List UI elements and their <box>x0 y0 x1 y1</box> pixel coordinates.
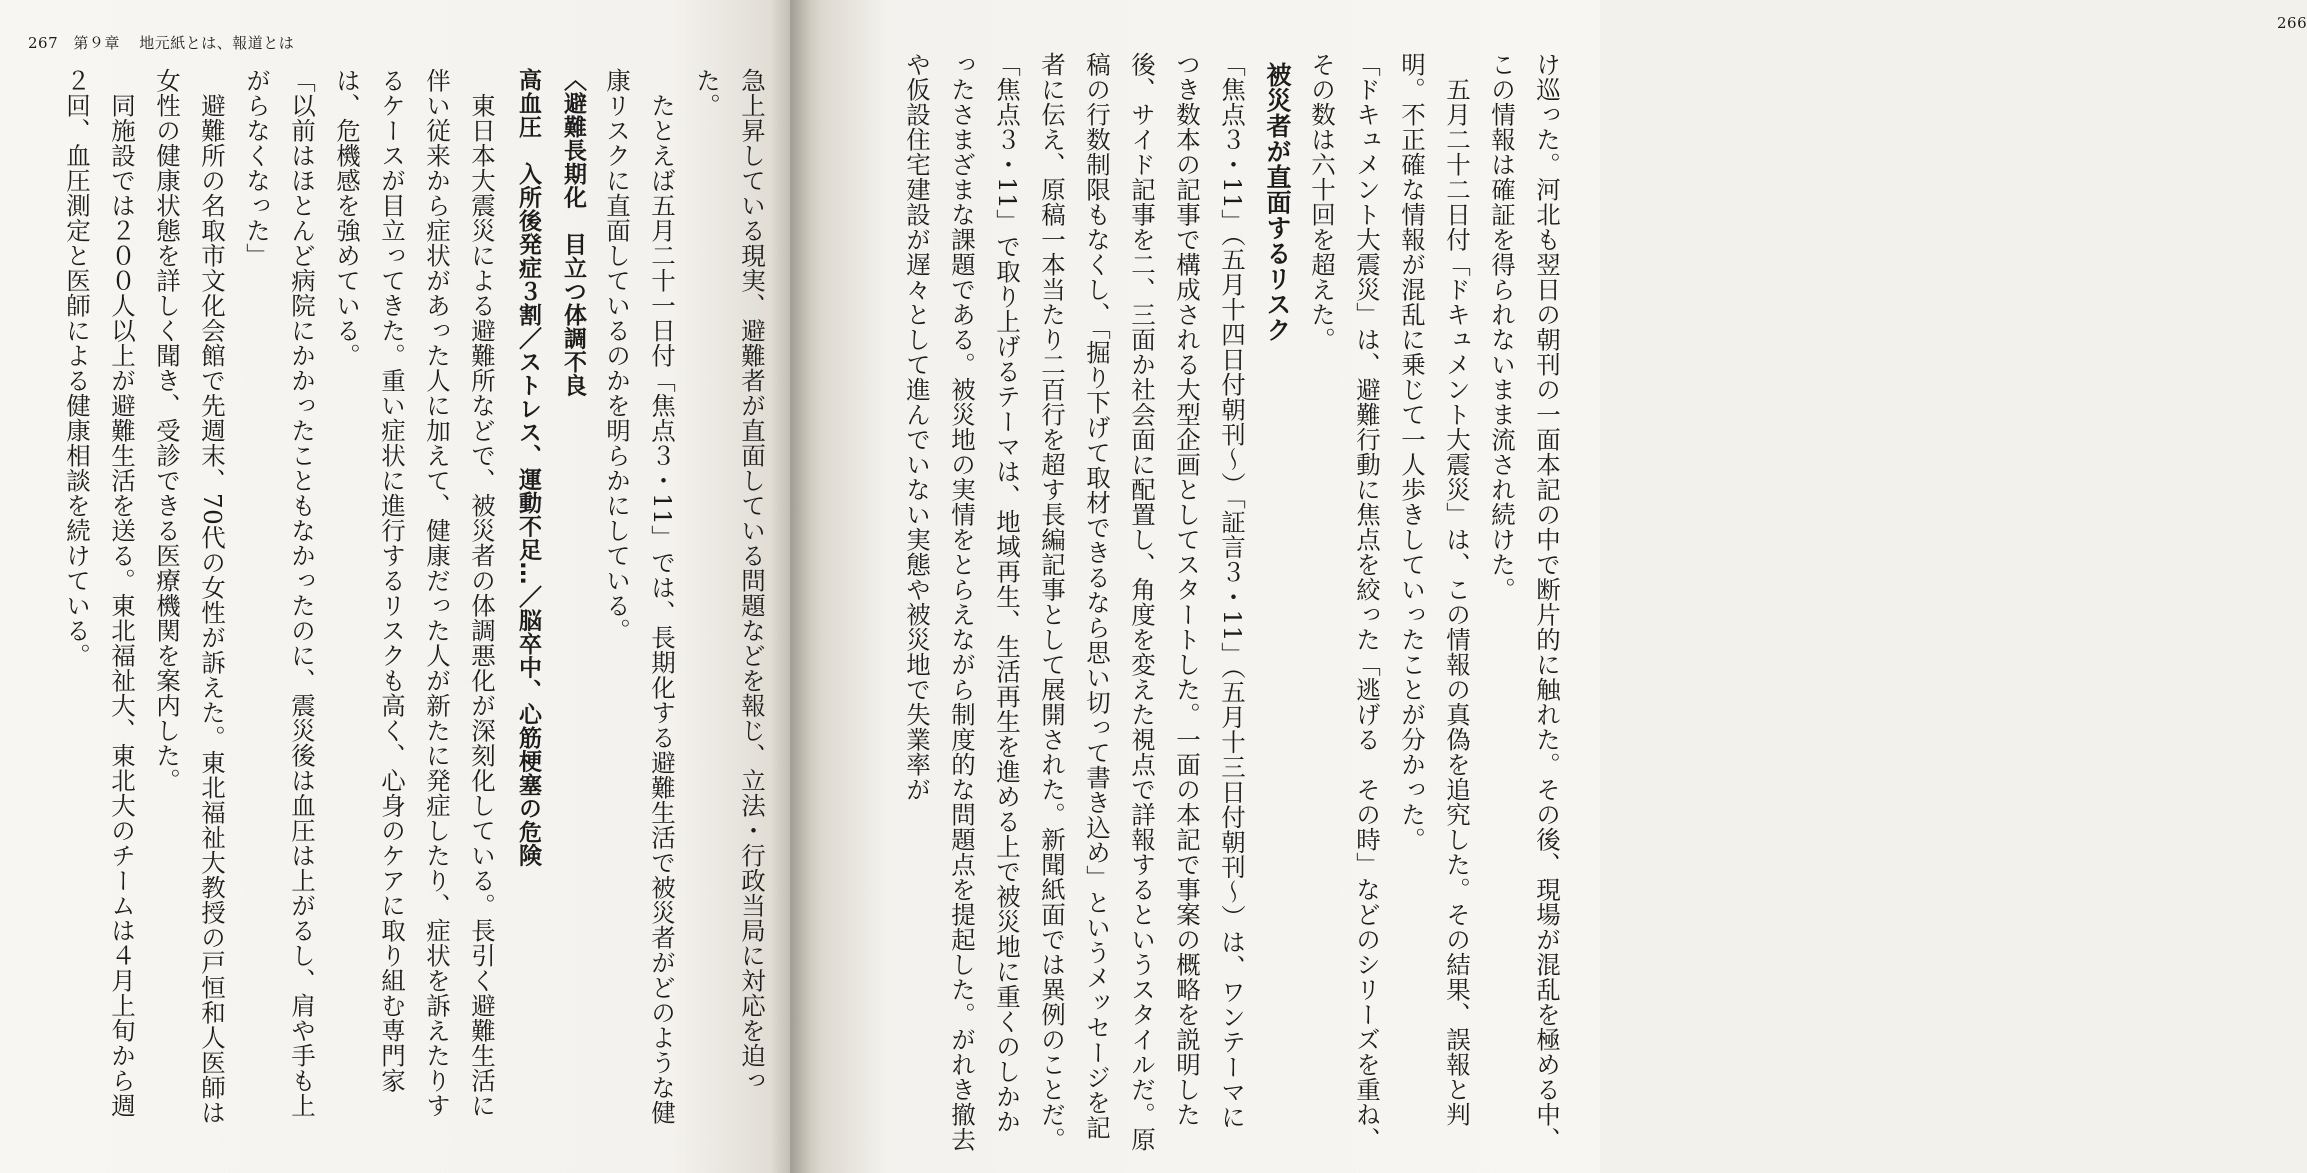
paragraph: 「焦点３・11」で取り上げるテーマは、地域再生、生活再生を進める上で被災地に重くのしかかったさまざまな課題である。被災地の実情をとらえながら制度的な問題点を提起した。がれき撤去や仮設住宅建設が遅々として進んでいない実態や被災地で失業率が <box>903 52 1022 1152</box>
right-page-header <box>2277 14 2307 32</box>
paragraph: け巡った。河北も翌日の朝刊の一面本記の中で断片的に触れた。その後、現場が混乱を極める中、この情報は確証を得られないまま流され続けた。 <box>1488 52 1562 1152</box>
left-page-body <box>55 68 775 1138</box>
book-gutter <box>770 0 810 1173</box>
article-headline: 〈避難長期化 目立つ体調不良 <box>560 68 586 397</box>
paragraph: 「ドキュメント大震災」は、避難行動に焦点を絞った「逃げる その時」などのシリーズを重ね、その数は六十回を超えた。 <box>1308 52 1382 1152</box>
section-heading: 被災者が直面するリスク <box>1263 62 1292 343</box>
paragraph: たとえば五月二十一日付「焦点３・11」では、長期化する避難生活で被災者がどのような健康リスクに直面しているのかを明らかにしている。 <box>603 68 677 1125</box>
left-page-number: 267 <box>28 34 59 52</box>
right-page-body <box>895 52 1570 1152</box>
paragraph: 急上昇している現実、避難者が直面している問題などを報じ、立法・行政当局に対応を迫った。 <box>693 68 767 1093</box>
right-page-number: 266 <box>2277 14 2307 32</box>
chapter-number: 第９章 <box>73 34 120 52</box>
quoted-article-paragraph: 東日本大震災による避難所などで、被災者の体調悪化が深刻化している。長引く避難生活に伴い従来から症状があった人に加えて、健康だった人が新たに発症したり、症状を訴えたりするケースが目立ってきた。重い症状に進行するリスクも高く、心身のケアに取り組む専門家は、危機感を強めている。 <box>333 68 497 1118</box>
quoted-article-paragraph: 避難所の名取市文化会館で先週末、70代の女性が訴えた。東北福祉大教授の戸恒和人医師は女性の健康状態を詳しく聞き、受診できる医療機関を案内した。 <box>153 68 227 1125</box>
chapter-title: 地元紙とは、報道とは <box>139 34 295 52</box>
article-subheadline: 高血圧 入所後発症３割／ストレス、運動不足…／脳卒中、心筋梗塞の危険 <box>515 68 541 867</box>
quoted-article-paragraph: 「以前はほとんど病院にかかったこともなかったのに、震災後は血圧は上がるし、肩や手も上がらなくなった」 <box>243 68 317 1118</box>
quoted-article-paragraph: 同施設では２００人以上が避難生活を送る。東北福祉大、東北大のチームは４月上旬から週２回、血圧測定と医師による健康相談を続けている。 <box>63 68 137 1118</box>
paragraph: 五月二十二日付「ドキュメント大震災」は、この情報の真偽を追究した。その結果、誤報と判明。不正確な情報が混乱に乗じて一人歩きしていったことが分かった。 <box>1398 52 1472 1127</box>
paragraph: 「焦点３・11」（五月十四日付朝刊〜）「証言３・11」（五月十三日付朝刊〜）は、ワンテーマにつき数本の記事で構成される大型企画としてスタートした。一面の本記で事案の概略を説明した後、サイド記事を二、三面か社会面に配置し、角度を変えた視点で詳報するというスタイルだ。原稿の行数制限もなくし、「掘り下げて取材できるなら思い切って書き込め」というメッセージを記者に伝え、原稿一本当たり二百行を超す長編記事として展開された。新聞紙面では異例のことだ。 <box>1038 52 1247 1152</box>
left-page-header <box>28 32 294 53</box>
